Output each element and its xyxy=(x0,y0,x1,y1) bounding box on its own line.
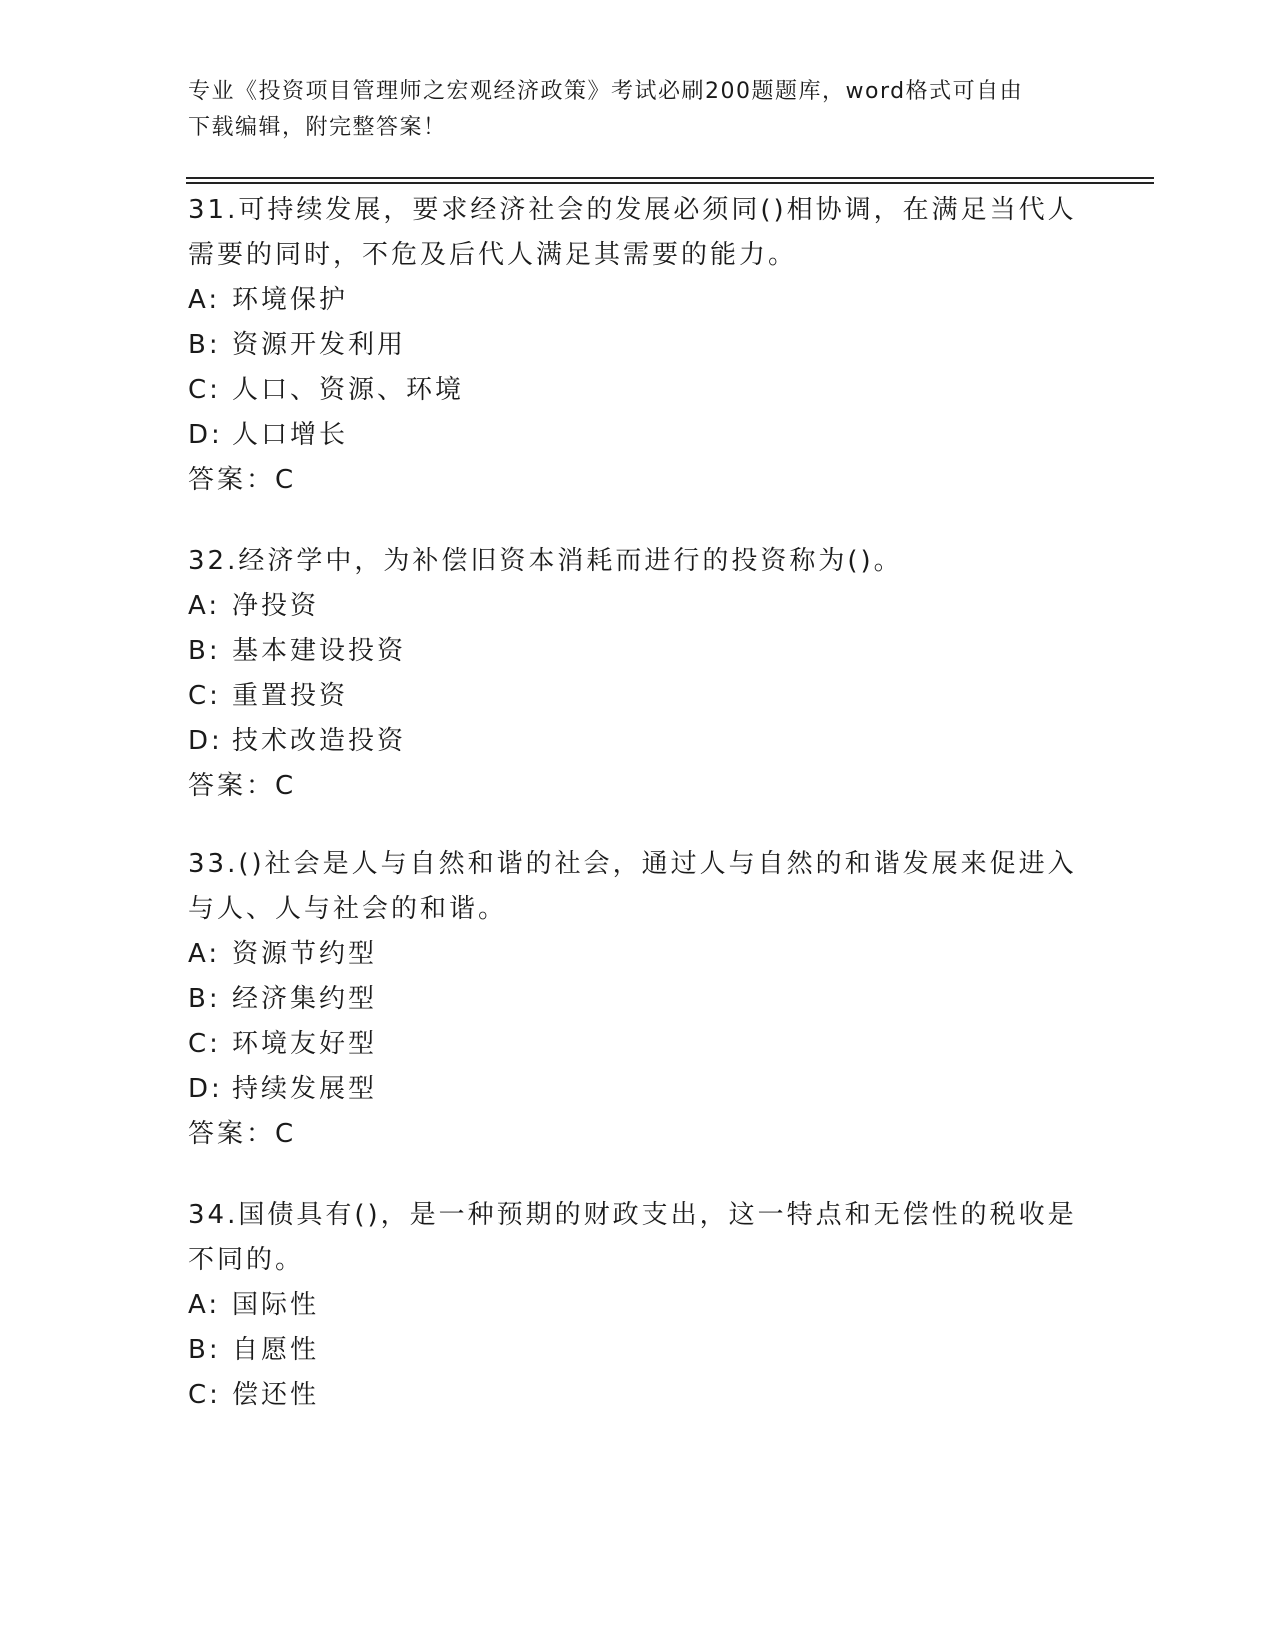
option-label: B: xyxy=(188,1335,221,1365)
option-label: A: xyxy=(188,591,221,621)
option-c xyxy=(188,368,1088,413)
option-label: D: xyxy=(188,420,223,450)
question-34 xyxy=(188,1193,1088,1418)
option-text: 偿还性 xyxy=(232,1380,320,1410)
option-text: 技术改造投资 xyxy=(232,726,407,756)
option-a xyxy=(188,584,1088,629)
option-text: 资源开发利用 xyxy=(232,330,407,360)
option-text: 人口增长 xyxy=(232,420,349,450)
option-label: B: xyxy=(188,636,221,666)
question-32 xyxy=(188,539,1088,809)
question-33 xyxy=(188,842,1088,1157)
option-b xyxy=(188,323,1088,368)
option-a xyxy=(188,932,1088,977)
option-label: D: xyxy=(188,1074,223,1104)
option-text: 环境友好型 xyxy=(232,1029,378,1059)
option-d xyxy=(188,1067,1088,1112)
option-a xyxy=(188,1283,1088,1328)
option-b xyxy=(188,977,1088,1022)
option-text: 基本建设投资 xyxy=(232,636,407,666)
option-b xyxy=(188,629,1088,674)
option-d xyxy=(188,719,1088,764)
header-divider-bottom xyxy=(186,182,1154,184)
header-line-1: 专业《投资项目管理师之宏观经济政策》考试必刷200题题库，word格式可自由 xyxy=(188,79,1024,104)
answer-line: 答案：C xyxy=(188,771,297,801)
option-label: A: xyxy=(188,939,221,969)
option-text: 持续发展型 xyxy=(232,1074,378,1104)
option-label: C: xyxy=(188,1380,221,1410)
question-stem-line: 31.可持续发展，要求经济社会的发展必须同()相协调，在满足当代人 xyxy=(188,195,1077,225)
answer-line: 答案：C xyxy=(188,1119,297,1149)
question-stem-line: 不同的。 xyxy=(188,1245,305,1275)
question-stem-line: 33.()社会是人与自然和谐的社会，通过人与自然的和谐发展来促进入 xyxy=(188,849,1077,879)
option-label: C: xyxy=(188,1029,221,1059)
document-header xyxy=(188,74,1078,146)
question-stem-line: 与人、人与社会的和谐。 xyxy=(188,894,508,924)
answer-line: 答案：C xyxy=(188,465,297,495)
option-text: 经济集约型 xyxy=(232,984,378,1014)
header-divider-top xyxy=(186,177,1154,179)
option-text: 重置投资 xyxy=(232,681,349,711)
option-c xyxy=(188,1373,1088,1418)
option-text: 自愿性 xyxy=(232,1335,320,1365)
option-text: 国际性 xyxy=(232,1290,320,1320)
question-stem-line: 34.国债具有()，是一种预期的财政支出，这一特点和无偿性的税收是 xyxy=(188,1200,1077,1230)
option-d xyxy=(188,413,1088,458)
option-label: B: xyxy=(188,330,221,360)
option-text: 人口、资源、环境 xyxy=(232,375,465,405)
option-label: B: xyxy=(188,984,221,1014)
option-label: C: xyxy=(188,375,221,405)
option-text: 净投资 xyxy=(232,591,320,621)
header-line-2: 下载编辑，附完整答案！ xyxy=(188,115,447,140)
question-stem-line: 需要的同时，不危及后代人满足其需要的能力。 xyxy=(188,240,798,270)
option-label: A: xyxy=(188,1290,221,1320)
option-a xyxy=(188,278,1088,323)
option-c xyxy=(188,1022,1088,1067)
option-text: 环境保护 xyxy=(232,285,349,315)
option-label: A: xyxy=(188,285,221,315)
question-stem-line: 32.经济学中，为补偿旧资本消耗而进行的投资称为()。 xyxy=(188,546,903,576)
option-label: C: xyxy=(188,681,221,711)
option-c xyxy=(188,674,1088,719)
option-text: 资源节约型 xyxy=(232,939,378,969)
option-label: D: xyxy=(188,726,223,756)
question-31 xyxy=(188,188,1088,503)
option-b xyxy=(188,1328,1088,1373)
